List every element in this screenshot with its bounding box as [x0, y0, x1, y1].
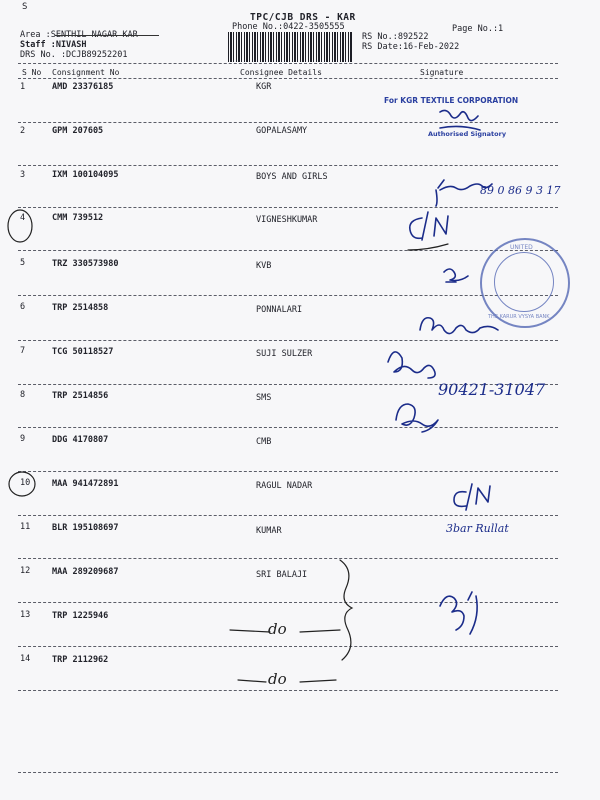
row-consignee: CMB	[256, 437, 272, 447]
row-sno: 2	[20, 126, 26, 136]
signature-row7	[388, 352, 435, 378]
handwritten-phone-row7: 90421-31047	[438, 380, 546, 399]
top-mark: S	[22, 2, 28, 12]
row-consignee: SRI BALAJI	[256, 570, 308, 580]
row-consignment: IXM 100104095	[52, 170, 119, 180]
staff-field: Staff :NIVASH	[20, 40, 87, 50]
rs-date: RS Date:16-Feb-2022	[362, 42, 460, 52]
sheet-title: TPC/CJB DRS - KAR	[250, 12, 356, 23]
row-sno: 10	[20, 478, 31, 488]
row-consignment: BLR 195108697	[52, 523, 119, 533]
row-consignment: TCG 50118527	[52, 347, 114, 357]
row-sno: 13	[20, 610, 31, 620]
handwritten-phone-row3: 89 0 86 9 3 17	[480, 184, 561, 197]
signature-row6	[420, 318, 498, 334]
row-sno: 7	[20, 346, 26, 356]
row-consignee: KUMAR	[256, 526, 282, 536]
signature-row12	[440, 592, 477, 634]
row-consignment: TRP 2112962	[52, 655, 109, 665]
row-sno: 5	[20, 258, 26, 268]
row-sno: 14	[20, 654, 31, 664]
row-consignee: SUJI SULZER	[256, 349, 313, 359]
row-sno: 3	[20, 170, 26, 180]
row-sno: 12	[20, 566, 31, 576]
row-consignee: GOPALASAMY	[256, 126, 308, 136]
row-consignee: VIGNESHKUMAR	[256, 215, 318, 225]
col-consignee: Consignee Details	[240, 68, 322, 77]
ditto-line-14b	[300, 680, 336, 682]
drs-number: DRS No. :DCJB89252201	[20, 50, 128, 60]
circle-row4	[8, 210, 32, 242]
row-consignment: DDG 4170807	[52, 435, 109, 445]
company-stamp: For KGR TEXTILE CORPORATION	[384, 96, 519, 105]
row-consignment: MAA 941472891	[52, 479, 119, 489]
row-consignment: CMM 739512	[52, 213, 104, 223]
row-consignment: AMD 23376185	[52, 82, 114, 92]
underline-row4	[408, 244, 448, 250]
circle-row10	[9, 472, 35, 496]
phone-number: Phone No.:0422-3505555	[232, 22, 345, 32]
row-consignee: KGR	[256, 82, 272, 92]
row-consignment: GPM 207605	[52, 126, 104, 136]
cn-mark-row4	[410, 212, 448, 240]
row-consignee: KVB	[256, 261, 272, 271]
bank-stamp-inner	[494, 252, 554, 312]
row-consignment: TRP 2514856	[52, 391, 109, 401]
footer-divider	[18, 772, 558, 773]
row-consignee: BOYS AND GIRLS	[256, 172, 328, 182]
row-consignment: TRZ 330573980	[52, 259, 119, 269]
area-field: Area :SENTHIL NAGAR KAR	[20, 30, 138, 40]
brace-mark	[340, 560, 352, 660]
handwritten-note-row11: 3bar Rullat	[446, 522, 509, 535]
row-sno: 11	[20, 522, 31, 532]
row-consignment: TRP 1225946	[52, 611, 109, 621]
row-sno: 6	[20, 302, 26, 312]
row-consignment: TRP 2514858	[52, 303, 109, 313]
ditto-row14: do	[268, 670, 287, 688]
ditto-line-13b	[300, 630, 340, 632]
signature-row8	[396, 404, 438, 432]
bank-stamp	[480, 238, 570, 328]
row-consignee: PONNALARI	[256, 305, 303, 315]
row-sno: 8	[20, 390, 26, 400]
col-consignment: Consignment No	[52, 68, 120, 77]
bank-stamp-bottom: THE KARUR VYSYA BANK	[488, 314, 550, 320]
row-consignee: RAGUL NADAR	[256, 481, 313, 491]
row-sno: 9	[20, 434, 26, 444]
row-consignee: SMS	[256, 393, 272, 403]
cn-mark-row10	[454, 484, 490, 510]
ditto-line-14a	[238, 680, 266, 682]
row-consignment: MAA 289209687	[52, 567, 119, 577]
bank-stamp-top: UNITED	[510, 244, 533, 251]
ditto-line-13a	[230, 630, 270, 632]
ditto-row13: do	[268, 620, 287, 638]
col-signature: Signature	[420, 68, 464, 77]
signature-row5	[444, 269, 468, 282]
authorised-signatory: Authorised Signatory	[428, 130, 507, 138]
row-sno: 4	[20, 213, 26, 223]
rs-number: RS No.:892522	[362, 32, 429, 42]
col-sno: S No	[22, 68, 42, 77]
page-number: Page No.:1	[452, 24, 504, 34]
signature-row1	[440, 110, 480, 130]
row-sno: 1	[20, 82, 26, 92]
